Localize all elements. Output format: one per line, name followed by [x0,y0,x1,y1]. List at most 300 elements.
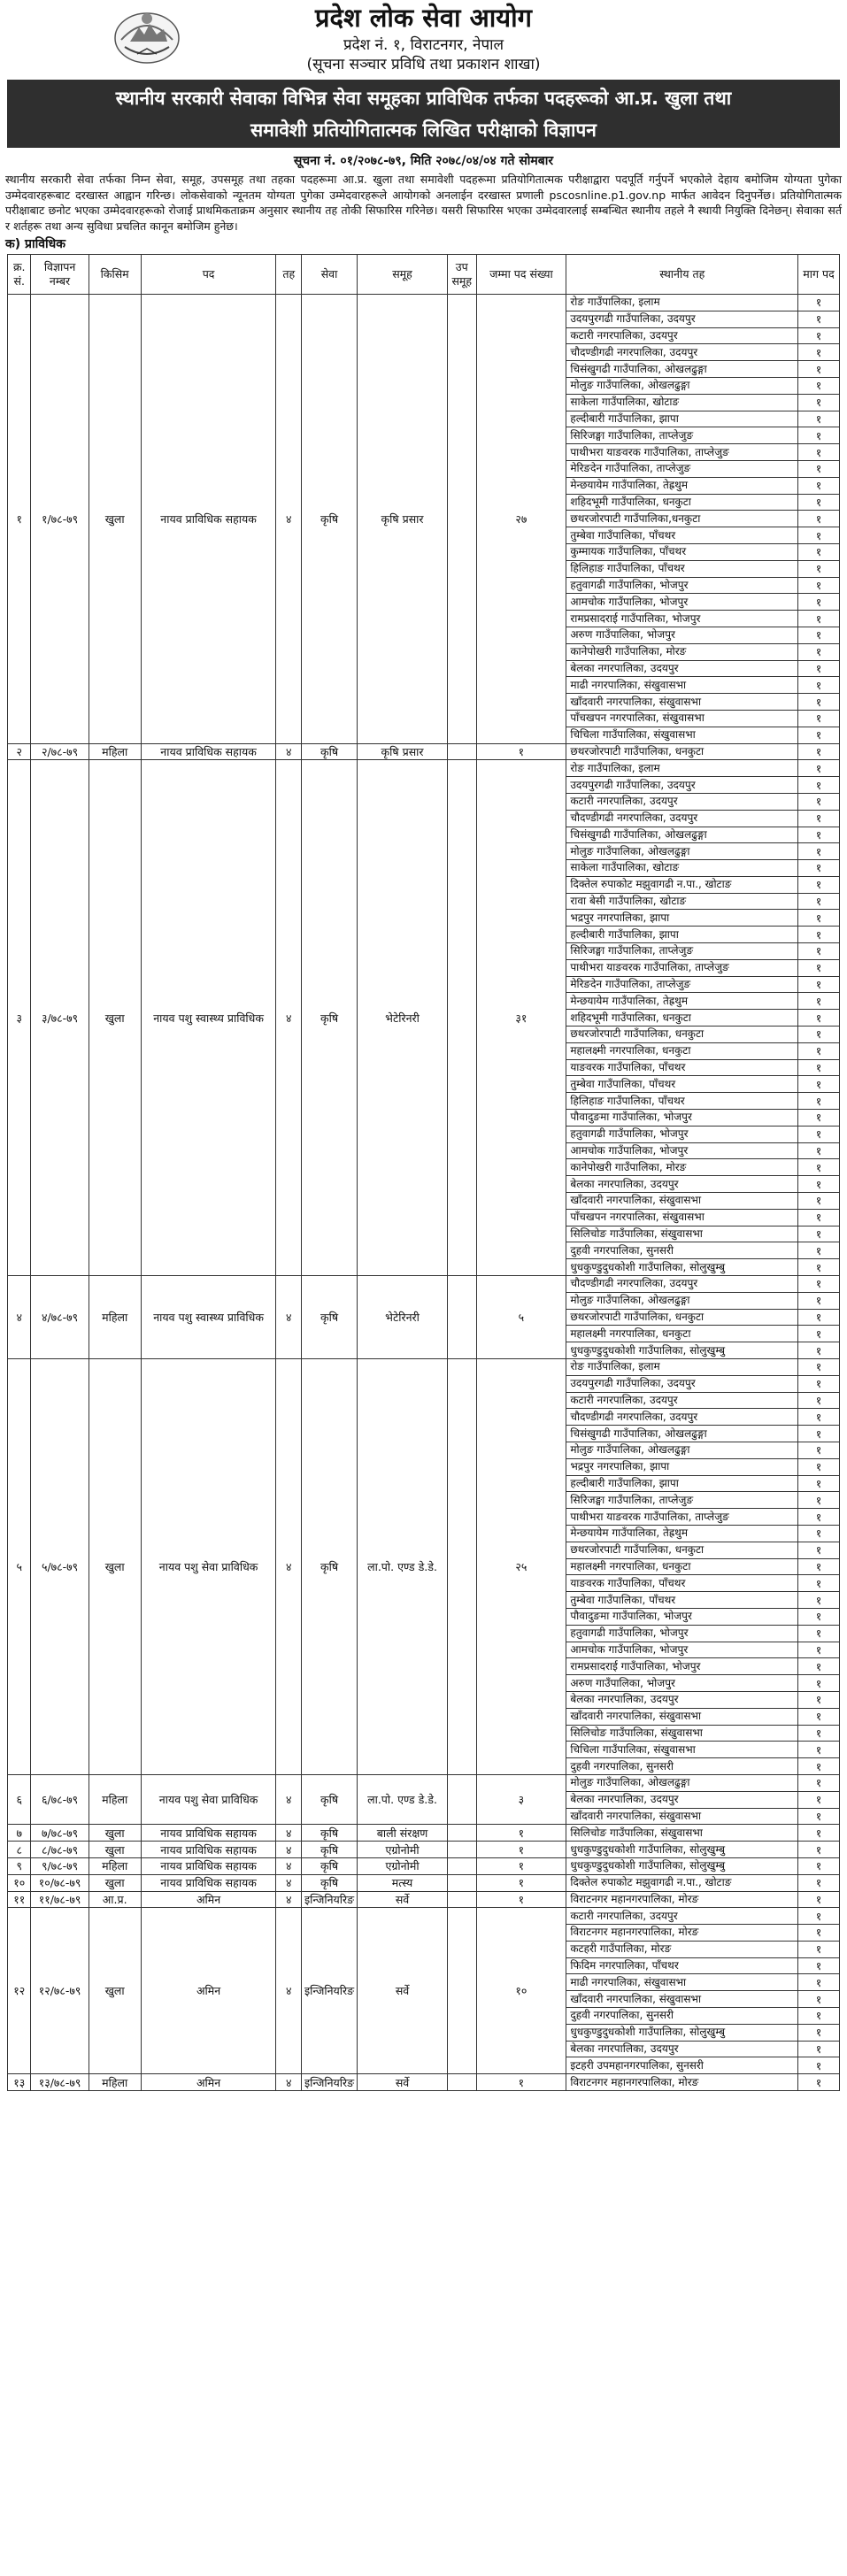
cell-type: खुला [89,295,141,744]
cell-demand: १ [798,1758,840,1775]
cell-local-level: रोङ गाउँपालिका, इलाम [566,760,798,777]
cell-demand: १ [798,511,840,527]
cell-local-level: अरुण गाउँपालिका, भोजपुर [566,1675,798,1692]
cell-local-level: पौवादुङमा गाउँपालिका, भोजपुर [566,1110,798,1127]
cell-level: ४ [276,1842,302,1858]
cell-service: इन्जिनियरिङ [301,1891,357,1908]
cell-demand: १ [798,1392,840,1409]
cell-service: इन्जिनियरिङ [301,2074,357,2091]
cell-demand: १ [798,411,840,427]
cell-ad-number: ७/७८-७९ [31,1825,89,1842]
cell-demand: १ [798,1725,840,1742]
cell-post: नायव प्राविधिक सहायक [141,1857,276,1874]
cell-level: ४ [276,1276,302,1359]
cell-local-level: पाँचखपन नगरपालिका, संखुवासभा [566,1209,798,1226]
cell-local-level: महालक्ष्मी नगरपालिका, धनकुटा [566,1558,798,1575]
cell-sn: ८ [8,1842,31,1858]
header-sn: क्र. सं. [8,255,31,295]
cell-total: १ [476,1842,566,1858]
cell-local-level: कानेपोखरी गाउँपालिका, मोरङ [566,1159,798,1176]
cell-subgroup [447,2074,476,2091]
cell-local-level: चिसंखुगढी गाउँपालिका, ओखलढुङ्गा [566,1426,798,1442]
cell-demand: १ [798,1558,840,1575]
cell-local-level: मेरिङदेन गाउँपालिका, ताप्लेजुङ [566,460,798,477]
cell-level: ४ [276,1359,302,1775]
cell-group: भेटेरिनरी [358,760,448,1276]
cell-local-level: मोलुङ गाउँपालिका, ओखलढुङ्गा [566,1292,798,1309]
cell-demand: १ [798,1242,840,1259]
cell-demand: १ [798,1592,840,1609]
cell-local-level: शहिदभूमी गाउँपालिका, धनकुटा [566,1010,798,1027]
cell-demand: १ [798,1093,840,1110]
cell-post: नायव प्राविधिक सहायक [141,1874,276,1891]
cell-demand: १ [798,1675,840,1692]
cell-type: महिला [89,2074,141,2091]
cell-demand: १ [798,893,840,910]
header-total: जम्मा पद संख्या [476,255,566,295]
cell-type: खुला [89,1908,141,2074]
cell-local-level: साकेला गाउँपालिका, खोटाङ [566,860,798,877]
cell-post: नायव प्राविधिक सहायक [141,743,276,760]
cell-demand: १ [798,910,840,927]
cell-demand: १ [798,344,840,361]
cell-sn: ७ [8,1825,31,1842]
cell-demand: १ [798,477,840,494]
table-row [8,2074,840,2091]
cell-demand: १ [798,594,840,611]
cell-subgroup [447,1276,476,1359]
cell-demand: १ [798,1259,840,1276]
header-ad-number: विज्ञापन नम्बर [31,255,89,295]
table-row [8,760,840,777]
cell-local-level: सिरिजङ्घा गाउँपालिका, ताप्लेजुङ [566,1492,798,1509]
cell-local-level: सिरिजङ्घा गाउँपालिका, ताप्लेजुङ [566,943,798,960]
cell-local-level: महालक्ष्मी नगरपालिका, धनकुटा [566,1042,798,1059]
cell-local-level: खाँदवारी नगरपालिका, संखुवासभा [566,1991,798,2008]
cell-demand: १ [798,927,840,943]
cell-local-level: खाँदवारी नगरपालिका, संखुवासभा [566,1193,798,1210]
cell-type: महिला [89,1774,141,1824]
cell-local-level: आमचोक गाउँपालिका, भोजपुर [566,1642,798,1658]
cell-total: १ [476,1825,566,1842]
cell-demand: १ [798,1375,840,1392]
cell-demand: १ [798,460,840,477]
cell-type: महिला [89,743,141,760]
cell-demand: १ [798,1791,840,1808]
cell-sn: ९ [8,1857,31,1874]
cell-local-level: पाथीभरा याङवरक गाउँपालिका, ताप्लेजुङ [566,959,798,976]
cell-demand: १ [798,1825,840,1842]
cell-local-level: याङवरक गाउँपालिका, पाँचथर [566,1575,798,1592]
cell-post: नायव पशु स्वास्थ्य प्राविधिक [141,1276,276,1359]
cell-demand: १ [798,777,840,794]
cell-total: ३ [476,1774,566,1824]
cell-demand: १ [798,1575,840,1592]
cell-local-level: चिचिला गाउँपालिका, संखुवासभा [566,1742,798,1758]
cell-local-level: विराटनगर महानगरपालिका, मोरङ [566,1925,798,1942]
cell-demand: १ [798,976,840,993]
cell-demand: १ [798,1076,840,1093]
cell-demand: १ [798,1276,840,1293]
cell-demand: १ [798,1359,840,1376]
cell-level: ४ [276,760,302,1276]
cell-post: नायव पशु सेवा प्राविधिक [141,1359,276,1775]
cell-demand: १ [798,1509,840,1526]
cell-group: सर्वे [358,1891,448,1908]
cell-demand: १ [798,660,840,677]
cell-local-level: धुधकुण्डुदुधकोशी गाउँपालिका, सोलुखुम्बु [566,1857,798,1874]
cell-demand: १ [798,1808,840,1825]
cell-demand: १ [798,427,840,444]
cell-local-level: धुधकुण्डुदुधकोशी गाउँपालिका, सोलुखुम्बु [566,2024,798,2041]
cell-sn: १० [8,1874,31,1891]
cell-demand: १ [798,1874,840,1891]
cell-service: कृषि [301,1842,357,1858]
cell-demand: १ [798,1209,840,1226]
cell-local-level: उदयपुरगढी गाउँपालिका, उदयपुर [566,777,798,794]
cell-local-level: खाँदवारी नगरपालिका, संखुवासभा [566,1708,798,1725]
cell-group: सर्वे [358,1908,448,2074]
header-service: सेवा [301,255,357,295]
cell-demand: १ [798,611,840,627]
cell-demand: १ [798,361,840,378]
cell-demand: १ [798,1525,840,1542]
cell-local-level: पाथीभरा याङवरक गाउँपालिका, ताप्लेजुङ [566,1509,798,1526]
cell-ad-number: ३/७८-७९ [31,760,89,1276]
cell-demand: १ [798,327,840,344]
cell-post: नायव प्राविधिक सहायक [141,295,276,744]
cell-subgroup [447,1874,476,1891]
cell-demand: १ [798,993,840,1010]
table-row [8,1874,840,1891]
cell-total: १ [476,1874,566,1891]
cell-subgroup [447,295,476,744]
cell-sn: ५ [8,1359,31,1775]
cell-level: ४ [276,1874,302,1891]
section-label: क) प्राविधिक [5,237,66,251]
cell-local-level: आमचोक गाउँपालिका, भोजपुर [566,594,798,611]
cell-ad-number: १३/७८-७९ [31,2074,89,2091]
banner-line-2: समावेशी प्रतियोगितात्मक लिखित परीक्षाको विज्ञापन [250,119,597,141]
cell-level: ४ [276,295,302,744]
cell-demand: १ [798,1941,840,1957]
cell-local-level: याङवरक गाउँपालिका, पाँचथर [566,1059,798,1076]
cell-demand: १ [798,394,840,411]
cell-demand: १ [798,1409,840,1426]
cell-post: नायव प्राविधिक सहायक [141,1842,276,1858]
cell-sn: ६ [8,1774,31,1824]
header-post: पद [141,255,276,295]
cell-local-level: हतुवागढी गाउँपालिका, भोजपुर [566,577,798,594]
cell-demand: १ [798,1708,840,1725]
cell-total: २५ [476,1359,566,1775]
cell-local-level: पाथीभरा याङवरक गाउँपालिका, ताप्लेजुङ [566,444,798,461]
cell-local-level: दिक्तेल रुपाकोट मझुवागढी न.पा., खोटाङ [566,876,798,893]
cell-demand: १ [798,1309,840,1326]
cell-ad-number: ६/७८-७९ [31,1774,89,1824]
cell-post: अमिन [141,1891,276,1908]
notice-number: सूचना नं. ०१/२०७८-७९, मिति २०७८/०४/०४ गते सोमबार [293,154,554,168]
cell-group: एग्रोनोमी [358,1842,448,1858]
table-row [8,1825,840,1842]
cell-demand: १ [798,2024,840,2041]
cell-demand: १ [798,1176,840,1193]
cell-group: मत्स्य [358,1874,448,1891]
cell-demand: १ [798,1193,840,1210]
cell-service: कृषि [301,1874,357,1891]
cell-type: महिला [89,1857,141,1874]
cell-local-level: खाँदवारी नगरपालिका, संखुवासभा [566,694,798,711]
cell-sn: ३ [8,760,31,1276]
cell-local-level: मोलुङ गाउँपालिका, ओखलढुङ्गा [566,1442,798,1458]
cell-sn: २ [8,743,31,760]
cell-local-level: मेरिङदेन गाउँपालिका, ताप्लेजुङ [566,976,798,993]
cell-sn: ११ [8,1891,31,1908]
cell-demand: १ [798,1908,840,1925]
cell-demand: १ [798,1458,840,1475]
cell-subgroup [447,743,476,760]
notice-banner [7,80,840,148]
cell-demand: १ [798,760,840,777]
table-row [8,743,840,760]
cell-subgroup [447,760,476,1276]
header-type: किसिम [89,255,141,295]
header-local-level: स्थानीय तह [566,255,798,295]
table-row [8,1908,840,1925]
cell-local-level: दुहवी नगरपालिका, सुनसरी [566,2008,798,2025]
cell-local-level: कानेपोखरी गाउँपालिका, मोरङ [566,643,798,660]
cell-demand: १ [798,1608,840,1625]
cell-local-level: छथरजोरपाटी गाउँपालिका, धनकुटा [566,1542,798,1558]
cell-local-level: तुम्बेवा गाउँपालिका, पाँचथर [566,1076,798,1093]
cell-demand: १ [798,527,840,544]
table-row [8,1359,840,1376]
cell-sn: १ [8,295,31,744]
cell-subgroup [447,1825,476,1842]
cell-demand: १ [798,1042,840,1059]
cell-demand: १ [798,1957,840,1974]
cell-local-level: धुधकुण्डुदुधकोशी गाउँपालिका, सोलुखुम्बु [566,1842,798,1858]
cell-ad-number: ११/७८-७९ [31,1891,89,1908]
cell-demand: १ [798,943,840,960]
cell-local-level: खाँदवारी नगरपालिका, संखुवासभा [566,1808,798,1825]
cell-ad-number: ४/७८-७९ [31,1276,89,1359]
cell-local-level: मेन्छयायेम गाउँपालिका, तेह्रथुम [566,993,798,1010]
cell-sn: १३ [8,2074,31,2091]
cell-local-level: इटहरी उपमहानगरपालिका, सुनसरी [566,2057,798,2074]
cell-ad-number: ८/७८-७९ [31,1842,89,1858]
cell-demand: १ [798,494,840,511]
org-title: प्रदेश लोक सेवा आयोग [315,3,532,33]
cell-local-level: चौदण्डीगढी नगरपालिका, उदयपुर [566,344,798,361]
cell-local-level: बेलका नगरपालिका, उदयपुर [566,660,798,677]
cell-demand: १ [798,1492,840,1509]
cell-type: खुला [89,1825,141,1842]
cell-demand: १ [798,1625,840,1642]
header-subgroup: उप समूह [447,255,476,295]
cell-group: भेटेरिनरी [358,1276,448,1359]
cell-local-level: सिरिजङ्घा गाउँपालिका, ताप्लेजुङ [566,427,798,444]
cell-demand: १ [798,627,840,643]
cell-ad-number: २/७८-७९ [31,743,89,760]
cell-demand: १ [798,295,840,311]
cell-demand: १ [798,710,840,727]
cell-demand: १ [798,827,840,843]
cell-local-level: तुम्बेवा गाउँपालिका, पाँचथर [566,1592,798,1609]
cell-demand: १ [798,560,840,577]
cell-local-level: तुम्बेवा गाउँपालिका, पाँचथर [566,527,798,544]
cell-local-level: महालक्ष्मी नगरपालिका, धनकुटा [566,1326,798,1342]
cell-service: कृषि [301,743,357,760]
cell-type: महिला [89,1276,141,1359]
table-body [8,295,840,2091]
cell-local-level: साकेला गाउँपालिका, खोटाङ [566,394,798,411]
cell-level: ४ [276,1891,302,1908]
cell-local-level: शहिदभूमी गाउँपालिका, धनकुटा [566,494,798,511]
cell-local-level: कटारी नगरपालिका, उदयपुर [566,327,798,344]
cell-demand: १ [798,743,840,760]
cell-local-level: चौदण्डीगढी नगरपालिका, उदयपुर [566,1276,798,1293]
cell-local-level: माढी नगरपालिका, संखुवासभा [566,677,798,694]
cell-local-level: दुहवी नगरपालिका, सुनसरी [566,1242,798,1259]
cell-type: खुला [89,760,141,1276]
cell-type: खुला [89,1359,141,1775]
cell-local-level: रामप्रसादराई गाउँपालिका, भोजपुर [566,1658,798,1675]
table-row [8,1857,840,1874]
cell-local-level: हतुवागढी गाउँपालिका, भोजपुर [566,1625,798,1642]
cell-demand: १ [798,577,840,594]
cell-demand: १ [798,876,840,893]
cell-total: १ [476,2074,566,2091]
cell-group: ला.पो. एण्ड डे.डे. [358,1774,448,1824]
cell-demand: १ [798,1691,840,1708]
cell-demand: १ [798,1010,840,1027]
cell-local-level: भद्रपुर नगरपालिका, झापा [566,1458,798,1475]
cell-demand: १ [798,1642,840,1658]
cell-post: अमिन [141,2074,276,2091]
cell-local-level: मेन्छयायेम गाउँपालिका, तेह्रथुम [566,477,798,494]
table-row [8,1774,840,1791]
cell-demand: १ [798,959,840,976]
cell-level: ४ [276,1825,302,1842]
cell-ad-number: १/७८-७९ [31,295,89,744]
cell-level: ४ [276,2074,302,2091]
cell-subgroup [447,1842,476,1858]
cell-group: ला.पो. एण्ड डे.डे. [358,1359,448,1775]
cell-local-level: कटारी नगरपालिका, उदयपुर [566,793,798,810]
cell-local-level: कटहरी गाउँपालिका, मोरङ [566,1941,798,1957]
banner-line-1: स्थानीय सरकारी सेवाका विभिन्न सेवा समूहका प्राविधिक तर्फका पदहरूको आ.प्र. खुला तथा [115,88,732,109]
cell-type: खुला [89,1874,141,1891]
cell-level: ४ [276,1774,302,1824]
cell-local-level: चिसंखुगढी गाउँपालिका, ओखलढुङ्गा [566,827,798,843]
cell-local-level: छथरजोरपाटी गाउँपालिका, धनकुटा [566,743,798,760]
cell-demand: १ [798,2057,840,2074]
table-row [8,1842,840,1858]
cell-local-level: माढी नगरपालिका, संखुवासभा [566,1974,798,1991]
cell-local-level: चिसंखुगढी गाउँपालिका, ओखलढुङ्गा [566,361,798,378]
header-group: समूह [358,255,448,295]
cell-total: १० [476,1908,566,2074]
intro-paragraph: स्थानीय सरकारी सेवा तर्फका निम्न सेवा, समूह, उपसमूह तथा तहका पदहरूमा आ.प्र. खुला तथा समावेशी पदहरूमा प्रतियोगितात्मक परीक्षाद्वारा पदपूर्ति गर्नुपर्ने भएकोले देहाय बमोजिम योग्यता पुगेका उम्मेदवारहरूबाट दरखास्त आह्वान गरिन्छ। लोकसेवाको न्यूनतम योग्यता पुगेका उम्मेदवारहरूले आयोगको अनलाईन दरखास्त प्रणाली pscosnline.p1.gov.np मार्फत आवेदन दिनुपर्नेछ। प्रतियोगितात्मक परीक्षाबाट छनोट भएका उम्मेदवारहरूको रोजाई प्राथमिकताक्रम अनुसार स्थानीय तह तोकी सिफारिस गरिनेछ। यसरी सिफारिस भएका उम्मेदवारलाई सम्बन्धित स्थानीय तहले नै स्थायी नियुक्ति दिनेछन्। सेवाका सर्त र शर्तहरू तथा अन्य सुविधा प्रचलित कानून बमोजिम हुनेछ। [5,173,842,233]
cell-demand: १ [798,2041,840,2057]
cell-demand: १ [798,843,840,860]
cell-ad-number: ९/७८-७९ [31,1857,89,1874]
cell-demand: १ [798,543,840,560]
table-row [8,1891,840,1908]
cell-post: अमिन [141,1908,276,2074]
cell-local-level: कटारी नगरपालिका, उदयपुर [566,1908,798,1925]
cell-local-level: मोलुङ गाउँपालिका, ओखलढुङ्गा [566,1774,798,1791]
cell-local-level: दिक्तेल रुपाकोट मझुवागढी न.पा., खोटाङ [566,1874,798,1891]
cell-demand: १ [798,1292,840,1309]
cell-ad-number: ५/७८-७९ [31,1359,89,1775]
cell-demand: १ [798,1974,840,1991]
table-row [8,295,840,311]
cell-demand: १ [798,1991,840,2008]
cell-local-level: हिलिहाङ गाउँपालिका, पाँचथर [566,560,798,577]
cell-demand: १ [798,694,840,711]
cell-demand: १ [798,1442,840,1458]
cell-post: नायव प्राविधिक सहायक [141,1825,276,1842]
cell-local-level: रामप्रसादराई गाउँपालिका, भोजपुर [566,611,798,627]
cell-subgroup [447,1857,476,1874]
cell-local-level: कुम्मायक गाउँपालिका, पाँचथर [566,543,798,560]
cell-demand: १ [798,1326,840,1342]
cell-local-level: रावा बेसी गाउँपालिका, खोटाङ [566,893,798,910]
vacancy-table [7,254,840,2091]
cell-type: आ.प्र. [89,1891,141,1908]
cell-post: नायव पशु सेवा प्राविधिक [141,1774,276,1824]
cell-subgroup [447,1774,476,1824]
cell-type: खुला [89,1842,141,1858]
cell-local-level: चिचिला गाउँपालिका, संखुवासभा [566,727,798,743]
cell-demand: १ [798,1426,840,1442]
cell-local-level: सिलिचोङ गाउँपालिका, संखुवासभा [566,1825,798,1842]
org-address: प्रदेश नं. १, विराटनगर, नेपाल [343,36,504,54]
header-demand: माग पद [798,255,840,295]
cell-group: बाली संरक्षण [358,1825,448,1842]
cell-service: कृषि [301,1276,357,1359]
cell-demand: १ [798,1542,840,1558]
cell-local-level: आमचोक गाउँपालिका, भोजपुर [566,1142,798,1159]
cell-local-level: हल्दीबारी गाउँपालिका, झापा [566,411,798,427]
cell-local-level: फिदिम नगरपालिका, पाँचथर [566,1957,798,1974]
cell-local-level: हल्दीबारी गाउँपालिका, झापा [566,1475,798,1492]
cell-ad-number: १०/७८-७९ [31,1874,89,1891]
cell-service: कृषि [301,295,357,744]
cell-total: १ [476,1857,566,1874]
header-level: तह [276,255,302,295]
cell-demand: १ [798,1159,840,1176]
cell-subgroup [447,1359,476,1775]
cell-demand: १ [798,1742,840,1758]
cell-demand: १ [798,1027,840,1043]
cell-demand: १ [798,444,840,461]
cell-demand: १ [798,1342,840,1359]
cell-local-level: मोलुङ गाउँपालिका, ओखलढुङ्गा [566,843,798,860]
cell-service: इन्जिनियरिङ [301,1908,357,2074]
cell-level: ४ [276,1857,302,1874]
cell-group: सर्वे [358,2074,448,2091]
cell-local-level: हिलिहाङ गाउँपालिका, पाँचथर [566,1093,798,1110]
cell-ad-number: १२/७८-७९ [31,1908,89,2074]
header [0,0,847,76]
cell-local-level: छथरजोरपाटी गाउँपालिका, धनकुटा [566,1027,798,1043]
cell-local-level: रोङ गाउँपालिका, इलाम [566,295,798,311]
cell-subgroup [447,1891,476,1908]
cell-local-level: हल्दीबारी गाउँपालिका, झापा [566,927,798,943]
